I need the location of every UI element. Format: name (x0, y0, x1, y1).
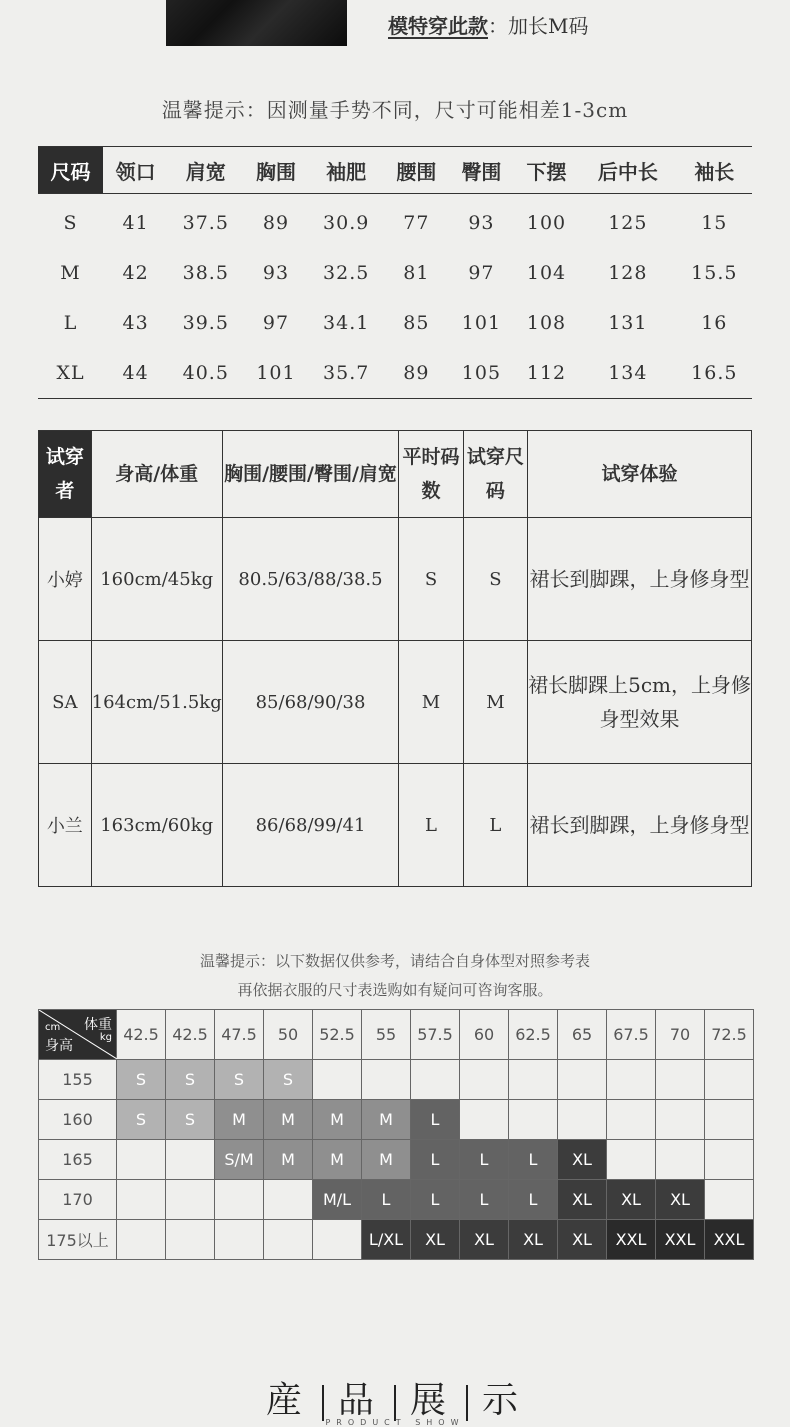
weight-header-cell: 42.5 (166, 1010, 215, 1060)
tryon-header-cell: 试穿尺码 (463, 431, 527, 518)
size-cell: 32.5 (323, 262, 370, 284)
divider (322, 1385, 324, 1421)
size-recommendation-cell: S (166, 1100, 215, 1140)
table-row (39, 641, 752, 764)
size-recommendation-cell: L (362, 1180, 411, 1220)
table-row (38, 248, 752, 298)
tryon-cell: 163cm/60kg (91, 764, 222, 887)
cm-unit-label: cm (45, 1022, 61, 1033)
height-header-cell: 170 (39, 1180, 117, 1220)
size-cell: 39.5 (182, 312, 229, 334)
size-header-cell: 下摆 (514, 147, 579, 194)
weight-header-cell: 62.5 (509, 1010, 558, 1060)
size-cell: 101 (461, 312, 502, 334)
size-recommendation-cell: L (411, 1180, 460, 1220)
table-row (38, 298, 752, 348)
size-header-cell: 领口 (103, 147, 168, 194)
size-recommendation-cell: XXL (656, 1220, 705, 1260)
size-recommendation-cell: XL (558, 1140, 607, 1180)
size-recommendation-cell (460, 1100, 509, 1140)
size-table-header (38, 147, 752, 194)
size-recommendation-cell (509, 1060, 558, 1100)
size-recommendation-cell (313, 1220, 362, 1260)
tryon-cell: 160cm/45kg (91, 518, 222, 641)
size-cell: 85 (403, 312, 430, 334)
size-cell: 44 (122, 362, 149, 384)
size-cell: 97 (468, 262, 495, 284)
size-recommendation-cell: M (264, 1140, 313, 1180)
size-header-cell: 腰围 (384, 147, 449, 194)
size-recommendation-cell (411, 1060, 460, 1100)
product-photo (166, 0, 347, 46)
table-row (39, 764, 752, 887)
kg-unit-label: kg (99, 1032, 112, 1043)
size-recommendation-cell: XL (558, 1220, 607, 1260)
size-recommendation-cell (656, 1100, 705, 1140)
size-cell: 43 (122, 312, 149, 334)
weight-header-cell: 67.5 (607, 1010, 656, 1060)
size-cell: 105 (461, 362, 502, 384)
tryon-cell: 裙长到脚踝，上身修身型 (528, 518, 752, 641)
tryon-header-cell: 平时码数 (399, 431, 463, 518)
size-recommendation-cell: S (215, 1060, 264, 1100)
size-cell: 16 (701, 312, 728, 334)
product-show-char: 産 (265, 1380, 308, 1421)
size-header-cell: 臀围 (449, 147, 514, 194)
weight-header-cell: 70 (656, 1010, 705, 1060)
size-cell: 34.1 (323, 312, 370, 334)
product-show-subtitle: PRODUCT SHOW (325, 1418, 465, 1427)
size-recommendation-cell (558, 1060, 607, 1100)
table-row (38, 194, 752, 249)
size-recommendation-cell: M (313, 1140, 362, 1180)
size-recommendation-cell (460, 1060, 509, 1100)
size-recommendation-cell: M (264, 1100, 313, 1140)
size-recommendation-cell (313, 1060, 362, 1100)
weight-header-cell: 47.5 (215, 1010, 264, 1060)
size-cell: 101 (256, 362, 296, 384)
size-recommendation-cell: XXL (705, 1220, 754, 1260)
size-recommendation-cell: XL (607, 1180, 656, 1220)
weight-header-cell: 52.5 (313, 1010, 362, 1060)
size-recommendation-cell (264, 1220, 313, 1260)
size-recommendation-cell: XL (460, 1220, 509, 1260)
height-header-cell: 155 (39, 1060, 117, 1100)
size-cell: 15 (701, 212, 728, 234)
weight-header-cell: 50 (264, 1010, 313, 1060)
size-cell: 89 (403, 362, 430, 384)
tryon-cell: L (463, 764, 527, 887)
tryon-cell: S (463, 518, 527, 641)
size-cell: 134 (608, 362, 648, 384)
tryon-cell: 80.5/63/88/38.5 (222, 518, 399, 641)
divider (466, 1385, 468, 1421)
size-recommendation-cell (607, 1060, 656, 1100)
reference-tip-line1: 温馨提示：以下数据仅供参考，请结合自身体型对照参考表 (199, 952, 590, 970)
size-cell: XL (56, 362, 85, 384)
size-cell: S (63, 212, 78, 234)
size-cell: 112 (526, 362, 567, 384)
height-label: 身高 (45, 1038, 73, 1054)
tryon-cell: 裙长脚踝上5cm，上身修身型效果 (528, 641, 752, 764)
height-header-cell: 165 (39, 1140, 117, 1180)
size-header-cell: 袖肥 (309, 147, 384, 194)
tryon-cell: 裙长到脚踝，上身修身型 (528, 764, 752, 887)
table-row (39, 1140, 754, 1180)
divider (394, 1385, 396, 1421)
size-recommendation-cell (656, 1140, 705, 1180)
height-weight-chart (38, 1009, 754, 1260)
tryon-cell: 164cm/51.5kg (91, 641, 222, 764)
size-cell: 100 (526, 212, 567, 234)
size-recommendation-cell: XL (411, 1220, 460, 1260)
tryon-table-header (39, 431, 752, 518)
size-recommendation-cell: M (362, 1100, 411, 1140)
size-recommendation-cell (656, 1060, 705, 1100)
product-show-char: 展 (410, 1380, 453, 1421)
size-recommendation-cell (215, 1220, 264, 1260)
product-show-title (0, 1372, 790, 1423)
size-recommendation-cell (509, 1100, 558, 1140)
model-size-label: 模特穿此款 (388, 14, 488, 38)
size-cell: 77 (403, 212, 430, 234)
size-cell: M (60, 262, 81, 284)
size-recommendation-cell: L (509, 1180, 558, 1220)
size-cell: 93 (468, 212, 495, 234)
height-header-cell: 175以上 (39, 1220, 117, 1260)
size-recommendation-cell (607, 1140, 656, 1180)
size-recommendation-cell: S (166, 1060, 215, 1100)
size-recommendation-cell (264, 1180, 313, 1220)
size-table (38, 146, 752, 399)
size-cell: L (63, 312, 78, 334)
tryon-cell: M (463, 641, 527, 764)
size-recommendation-cell (558, 1100, 607, 1140)
size-recommendation-cell: XL (656, 1180, 705, 1220)
size-recommendation-cell (166, 1140, 215, 1180)
size-recommendation-cell (362, 1060, 411, 1100)
tryon-header-cell: 胸围/腰围/臀围/肩宽 (222, 431, 399, 518)
size-recommendation-cell: M (215, 1100, 264, 1140)
size-cell: 89 (262, 212, 290, 234)
size-recommendation-cell (166, 1220, 215, 1260)
size-cell: 125 (608, 212, 648, 234)
tryon-cell: SA (39, 641, 92, 764)
tryon-cell: 85/68/90/38 (222, 641, 399, 764)
tryon-cell: 小兰 (39, 764, 92, 887)
weight-header-cell: 65 (558, 1010, 607, 1060)
tryon-header-cell: 试穿者 (39, 431, 92, 518)
size-recommendation-cell: M (362, 1140, 411, 1180)
size-recommendation-cell: M (313, 1100, 362, 1140)
size-header-cell: 胸围 (243, 147, 308, 194)
size-header-cell: 袖长 (677, 147, 752, 194)
model-size-value: ：加长M码 (488, 14, 589, 38)
size-recommendation-cell: L (460, 1140, 509, 1180)
size-cell: 37.5 (182, 212, 229, 234)
size-recommendation-cell (705, 1180, 754, 1220)
size-cell: 40.5 (182, 362, 229, 384)
size-cell: 108 (526, 312, 567, 334)
size-header-cell: 后中长 (579, 147, 677, 194)
height-header-cell: 160 (39, 1100, 117, 1140)
reference-tip-line2: 再依据衣服的尺寸表选购如有疑问可咨询客服。 (237, 981, 553, 999)
size-cell: 104 (526, 262, 567, 284)
size-recommendation-cell: L (411, 1100, 460, 1140)
size-cell: 97 (262, 312, 290, 334)
weight-header-cell: 42.5 (117, 1010, 166, 1060)
tryon-cell: 86/68/99/41 (222, 764, 399, 887)
size-cell: 41 (122, 212, 149, 234)
weight-header-cell: 57.5 (411, 1010, 460, 1060)
table-row (38, 348, 752, 399)
tryon-cell: M (399, 641, 463, 764)
size-cell: 30.9 (323, 212, 370, 234)
tryon-cell: S (399, 518, 463, 641)
weight-header-cell: 72.5 (705, 1010, 754, 1060)
chart-corner-cell (39, 1010, 117, 1060)
size-recommendation-cell: S (117, 1060, 166, 1100)
size-recommendation-cell: L (460, 1180, 509, 1220)
size-cell: 128 (608, 262, 648, 284)
size-recommendation-cell (607, 1100, 656, 1140)
size-recommendation-cell (705, 1100, 754, 1140)
size-cell: 131 (608, 312, 648, 334)
size-recommendation-cell: L (509, 1140, 558, 1180)
table-row (39, 1220, 754, 1260)
size-recommendation-cell: M/L (313, 1180, 362, 1220)
size-cell: 16.5 (691, 362, 738, 384)
chart-header-row (39, 1010, 754, 1060)
size-recommendation-cell (117, 1140, 166, 1180)
tryon-cell: L (399, 764, 463, 887)
size-recommendation-cell (117, 1220, 166, 1260)
table-row (39, 518, 752, 641)
size-recommendation-cell: L (411, 1140, 460, 1180)
size-header-cell: 肩宽 (168, 147, 243, 194)
size-recommendation-cell: XXL (607, 1220, 656, 1260)
size-recommendation-cell: L/XL (362, 1220, 411, 1260)
tryon-header-cell: 试穿体验 (528, 431, 752, 518)
tryon-cell: 小婷 (39, 518, 92, 641)
table-row (39, 1060, 754, 1100)
size-recommendation-cell: S/M (215, 1140, 264, 1180)
product-show-char: 示 (482, 1380, 525, 1421)
weight-label: 体重 (84, 1017, 112, 1033)
size-recommendation-cell: S (264, 1060, 313, 1100)
size-cell: 35.7 (323, 362, 370, 384)
size-cell: 81 (403, 262, 430, 284)
table-row (39, 1180, 754, 1220)
size-recommendation-cell (705, 1140, 754, 1180)
tryon-header-cell: 身高/体重 (91, 431, 222, 518)
size-cell: 15.5 (691, 262, 738, 284)
measurement-tip: 温馨提示：因测量手势不同，尺寸可能相差1-3cm (161, 98, 629, 122)
size-cell: 38.5 (182, 262, 229, 284)
product-show-char: 品 (337, 1380, 380, 1421)
table-row (39, 1100, 754, 1140)
size-recommendation-cell: XL (509, 1220, 558, 1260)
size-recommendation-cell: XL (558, 1180, 607, 1220)
size-recommendation-cell (215, 1180, 264, 1220)
size-cell: 93 (262, 262, 290, 284)
size-cell: 42 (122, 262, 149, 284)
weight-header-cell: 60 (460, 1010, 509, 1060)
size-recommendation-cell (705, 1060, 754, 1100)
size-recommendation-cell (166, 1180, 215, 1220)
model-size-line (388, 10, 588, 39)
size-header-cell: 尺码 (38, 147, 103, 194)
size-recommendation-cell (117, 1180, 166, 1220)
weight-header-cell: 55 (362, 1010, 411, 1060)
size-recommendation-cell: S (117, 1100, 166, 1140)
tryon-table (38, 430, 752, 887)
